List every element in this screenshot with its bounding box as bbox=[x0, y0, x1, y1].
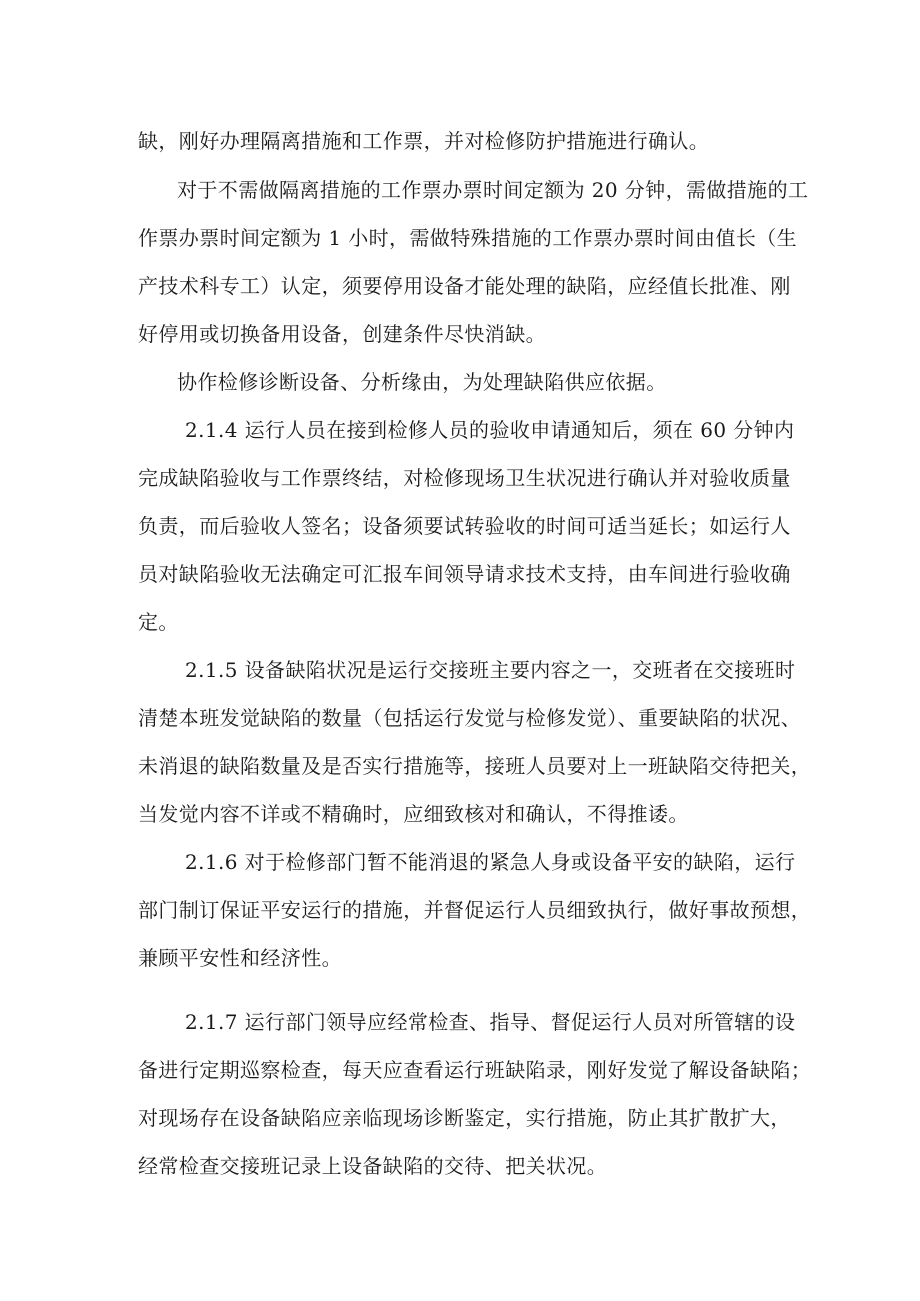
paragraph-7-line-2: 备进行定期巡察检查，每天应查看运行班缺陷录，刚好发觉了解设备缺陷； bbox=[138, 1058, 812, 1082]
paragraph-2-line-2: 作票办票时间定额为 1 小时，需做特殊措施的工作票办票时间由值长（生 bbox=[138, 226, 798, 250]
paragraph-6-line-2: 部门制订保证平安运行的措施，并督促运行人员细致执行，做好事故预想， bbox=[138, 898, 812, 922]
paragraph-5-line-4: 当发觉内容不详或不精确时，应细致核对和确认，不得推诿。 bbox=[138, 802, 689, 826]
paragraph-5-line-3: 未消退的缺陷数量及是否实行措施等，接班人员要对上一班缺陷交待把关， bbox=[138, 754, 812, 778]
paragraph-5-line-1: 2.1.5 设备缺陷状况是运行交接班主要内容之一，交班者在交接班时 bbox=[185, 658, 796, 682]
paragraph-7-line-1: 2.1.7 运行部门领导应经常检查、指导、督促运行人员对所管辖的设 bbox=[185, 1010, 796, 1034]
paragraph-6-line-1: 2.1.6 对于检修部门暂不能消退的紧急人身或设备平安的缺陷，运行 bbox=[185, 850, 796, 874]
paragraph-1-line-1: 缺，刚好办理隔离措施和工作票，并对检修防护措施进行确认。 bbox=[138, 129, 710, 153]
paragraph-2-line-4: 好停用或切换备用设备，创建条件尽快消缺。 bbox=[138, 322, 546, 346]
paragraph-7-line-3: 对现场存在设备缺陷应亲临现场诊断鉴定，实行措施，防止其扩散扩大， bbox=[138, 1106, 791, 1130]
paragraph-2-line-3: 产技术科专工）认定，须要停用设备才能处理的缺陷，应经值长批准、刚 bbox=[138, 274, 791, 298]
paragraph-4-line-2: 完成缺陷验收与工作票终结，对检修现场卫生状况进行确认并对验收质量 bbox=[138, 466, 791, 490]
paragraph-4-line-3: 负责，而后验收人签名；设备须要试转验收的时间可适当延长；如运行人 bbox=[138, 514, 791, 538]
paragraph-2-line-1: 对于不需做隔离措施的工作票办票时间定额为 20 分钟，需做措施的工 bbox=[177, 178, 809, 202]
paragraph-7-line-4: 经常检查交接班记录上设备缺陷的交待、把关状况。 bbox=[138, 1154, 608, 1178]
paragraph-5-line-2: 清楚本班发觉缺陷的数量（包括运行发觉与检修发觉）、重要缺陷的状况、 bbox=[138, 706, 802, 730]
paragraph-4-line-5: 定。 bbox=[138, 610, 179, 634]
paragraph-4-line-4: 员对缺陷验收无法确定可汇报车间领导请求技术支持，由车间进行验收确 bbox=[138, 562, 791, 586]
paragraph-4-line-1: 2.1.4 运行人员在接到检修人员的验收申请通知后，须在 60 分钟内 bbox=[185, 418, 795, 442]
paragraph-3-line-1: 协作检修诊断设备、分析缘由，为处理缺陷供应依据。 bbox=[177, 370, 667, 394]
paragraph-6-line-3: 兼顾平安性和经济性。 bbox=[138, 946, 342, 970]
